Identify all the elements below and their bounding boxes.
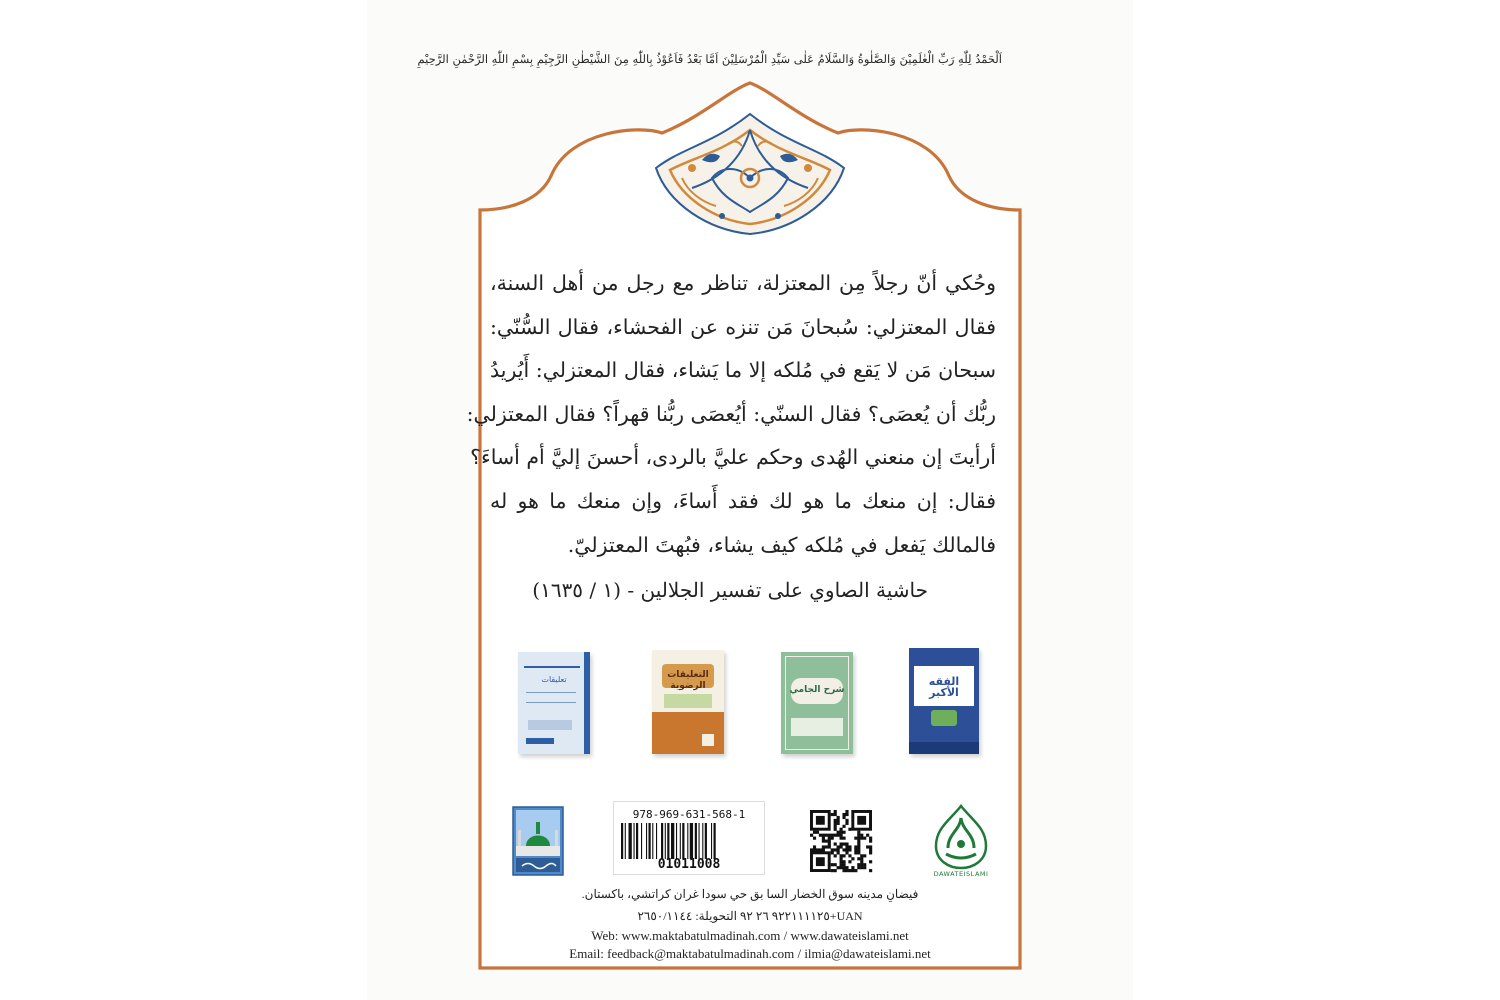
citation: حاشية الصاوي على تفسير الجلالين - (١ / ١٦٣٥) — [532, 578, 928, 602]
book-title: الفقه الأكبر — [928, 675, 960, 699]
logo-caption: DAWATEISLAMI — [933, 870, 989, 878]
arabesque-ornament-icon — [652, 108, 848, 236]
uan-line: UAN+٩٢٢١١١١٢٥ ٢٦ ٩٢ التحويلة: ٢٦٥٠/١١٤٤ — [637, 909, 863, 923]
isbn-barcode — [613, 801, 765, 875]
isbn-number: 978-969-631-568-1 — [632, 808, 746, 821]
text-line: فقال المعتزلي: سُبحانَ مَن تنزه عن الفحشاء، فقال السُّنّي: — [490, 314, 996, 339]
opening-formula: اَلْحَمْدُ لِلّٰهِ رَبِّ الْعٰلَمِيْنَ وَالصَّلٰوةُ وَالسَّلَامُ عَلٰى سَيِّدِ الْمُرْسَلِيْنَ اَمَّا بَعْدُ فَاَعُوْذُ بِاللّٰهِ مِنَ الشَّيْطٰنِ الرَّجِيْمِ بِسْمِ اللّٰهِ الرَّحْمٰنِ الرَّحِيْمِ — [417, 52, 1002, 66]
publisher-address: فيضانِ مدينه سوق الخضار السا بق حي سودا غران كراتشي، باكستان. — [581, 887, 919, 901]
barcode-bars — [619, 823, 759, 859]
book-title: شرح الجامي — [789, 685, 845, 695]
barcode-number: 01011008 — [657, 857, 721, 872]
text-line: فالمالك يَفعل في مُلكه كيف يشاء، فبُهتَ المعتزليّ. — [567, 532, 996, 557]
dawateislami-logo-icon — [930, 804, 992, 880]
text-line: وحُكي أنّ رجلاً مِن المعتزلة، تناظر مع رجل من أهل السنة، — [490, 271, 996, 295]
book-cover — [781, 652, 853, 754]
text-line: أرأيتَ إن منعني الهُدى وحكم عليَّ بالردى، أحسنَ إليَّ أم أساءَ؟ — [470, 445, 996, 470]
text-line: سبحان مَن لا يَقع في مُلكه إلا ما يَشاء، فقال المعتزلي: أَيُريدُ — [490, 358, 996, 383]
book-cover — [909, 648, 979, 754]
text-line: ربُّك أن يُعصَى؟ فقال السنّي: أيُعصَى ربُّنا قهراً؟ فقال المعتزلي: — [466, 401, 996, 426]
main-text — [466, 262, 996, 567]
book-title: تعليقات — [541, 675, 567, 684]
email-line: Email: feedback@maktabatulmadinah.com / ilmia@dawateislami.net — [569, 946, 931, 961]
qr-code-icon — [810, 810, 872, 872]
text-line: فقال: إن منعك ما هو لك فقد أَساءَ، وإن منعك ما هو له — [490, 488, 996, 513]
book-title: التعليقات الرضوية — [667, 670, 709, 691]
web-line: Web: www.maktabatulmadinah.com / www.dawateislami.net — [591, 928, 909, 943]
book-cover — [652, 650, 724, 754]
book-cover — [518, 652, 590, 754]
maktaba-dome-logo-icon — [512, 806, 564, 876]
